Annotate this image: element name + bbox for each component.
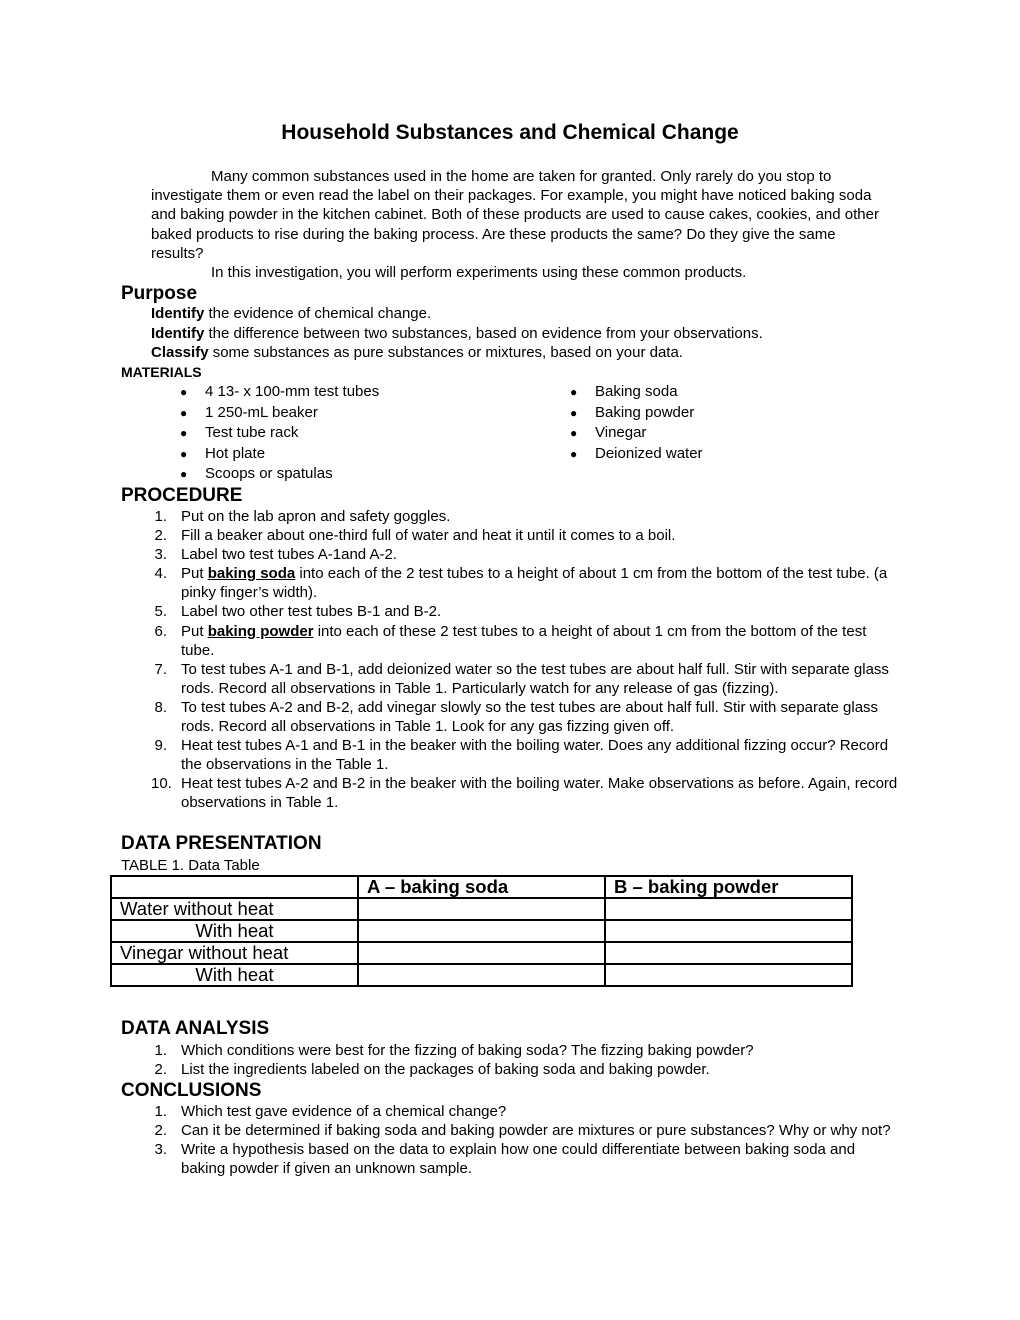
- purpose-item: Identify the evidence of chemical change.: [151, 305, 432, 322]
- bullet-icon: ●: [570, 385, 578, 399]
- purpose-list: [151, 304, 763, 363]
- list-item: ● Baking soda: [570, 382, 703, 403]
- procedure-step: 3. Label two test tubes A-1and A-2.: [154, 546, 397, 564]
- procedure-step: 6. Put baking powder into each of these 2 test tubes to a height of about 1 cm from the bottom of the test tube.: [154, 622, 867, 659]
- bullet-icon: ●: [180, 467, 188, 481]
- intro-paragraph-1: Many common substances used in the home are taken for granted. Only rarely do you stop to investigate them or even read the label on their packages. For example, you might have noticed baking soda and baking powder in the kitchen cabinet. Both of these products are used to cause cakes, cookies, and other baked products to rise during the baking process. Are these products the same? Do they give the same results?: [151, 168, 879, 262]
- table-cell[interactable]: [605, 964, 852, 986]
- data-analysis-list: [151, 1041, 901, 1079]
- table-caption: TABLE 1. Data Table: [121, 857, 260, 874]
- bullet-icon: ●: [180, 446, 188, 461]
- conclusion-question: 3. Write a hypothesis based on the data to explain how one could differentiate between baking soda and baking powder if given an unknown sample.: [154, 1141, 856, 1178]
- emphasized-term: baking powder: [207, 622, 314, 640]
- procedure-heading: PROCEDURE: [121, 485, 243, 506]
- bullet-icon: ●: [570, 405, 578, 420]
- data-presentation-heading: DATA PRESENTATION: [121, 833, 322, 854]
- materials-heading: MATERIALS: [121, 364, 202, 380]
- intro-paragraph-2: In this investigation, you will perform experiments using these common products.: [211, 264, 747, 282]
- procedure-step: 5. Label two other test tubes B-1 and B-2.: [154, 603, 442, 621]
- procedure-step: 2. Fill a beaker about one-third full of water and heat it until it comes to a boil.: [154, 527, 676, 545]
- conclusions-list: [151, 1102, 901, 1178]
- procedure-list: [151, 507, 901, 813]
- table-row: [111, 920, 852, 942]
- analysis-question: 1. Which conditions were best for the fizzing of baking soda? The fizzing baking powder?: [154, 1042, 754, 1059]
- bullet-icon: ●: [180, 385, 188, 399]
- purpose-item: Classify some substances as pure substances or mixtures, based on your data.: [151, 344, 683, 361]
- list-item: ● 4 13- x 100-mm test tubes: [180, 382, 379, 403]
- table-row: [111, 942, 852, 964]
- intro: [151, 167, 881, 282]
- list-item: ● Test tube rack: [180, 423, 379, 444]
- table-cell[interactable]: [358, 898, 605, 920]
- procedure-step: 9. Heat test tubes A-1 and B-1 in the beaker with the boiling water. Does any additional fizzing occur? Record the observations in the Table 1.: [154, 737, 889, 774]
- list-item: ● Deionized water: [570, 444, 703, 465]
- list-item: ● Hot plate: [180, 444, 379, 465]
- table-header-cell: A – baking soda: [358, 876, 605, 898]
- data-analysis-heading: DATA ANALYSIS: [121, 1018, 270, 1039]
- bullet-icon: ●: [180, 426, 188, 440]
- conclusion-question: 2. Can it be determined if baking soda and baking powder are mixtures or pure substances? Why or why not?: [154, 1122, 891, 1140]
- table-cell[interactable]: [358, 964, 605, 986]
- list-item: ● Scoops or spatulas: [180, 464, 379, 485]
- table-cell[interactable]: [605, 942, 852, 964]
- bullet-icon: ●: [570, 446, 578, 461]
- purpose-item: Identify the difference between two substances, based on evidence from your observations.: [151, 324, 763, 342]
- list-item: ● Baking powder: [570, 403, 703, 424]
- row-label: With heat: [111, 920, 358, 942]
- table-cell[interactable]: [358, 920, 605, 942]
- table-cell[interactable]: [605, 898, 852, 920]
- emphasized-term: baking soda: [207, 565, 296, 583]
- table-row: [111, 964, 852, 986]
- analysis-question: 2. List the ingredients labeled on the packages of baking soda and baking powder.: [154, 1061, 710, 1079]
- procedure-step: 1. Put on the lab apron and safety goggles.: [154, 508, 451, 525]
- procedure-step: 7. To test tubes A-1 and B-1, add deionized water so the test tubes are about half full. Stir with separate glass rods. Record all observations in Table 1. Particularly watch for any release of gas (fizzing).: [154, 660, 889, 697]
- conclusions-heading: CONCLUSIONS: [121, 1080, 262, 1101]
- data-table: [110, 875, 853, 987]
- row-label: With heat: [111, 964, 358, 986]
- bullet-icon: ●: [180, 405, 188, 420]
- table-header-row: [111, 876, 852, 898]
- list-item: ● Vinegar: [570, 423, 703, 444]
- materials-left-list: [180, 382, 379, 485]
- purpose-heading: Purpose: [121, 283, 198, 304]
- table-header-cell: [111, 876, 358, 898]
- materials-right-list: [570, 382, 703, 464]
- procedure-step: 8. To test tubes A-2 and B-2, add vinegar slowly so the test tubes are about half full. Stir with separate glass rods. Record all observations in Table 1. Look for any gas fizzing given off.: [154, 698, 879, 736]
- table-cell[interactable]: [605, 920, 852, 942]
- list-item: ● 1 250-mL beaker: [180, 403, 379, 424]
- table-header-cell: B – baking powder: [605, 876, 852, 898]
- procedure-step: 10. Heat test tubes A-2 and B-2 in the beaker with the boiling water. Make observations as before. Again, record observations in Table 1.: [151, 775, 898, 812]
- conclusion-question: 1. Which test gave evidence of a chemical change?: [154, 1103, 507, 1120]
- page-title: Household Substances and Chemical Change: [281, 121, 739, 144]
- row-label: Water without heat: [111, 898, 358, 920]
- table-cell[interactable]: [358, 942, 605, 964]
- bullet-icon: ●: [570, 426, 578, 440]
- row-label: Vinegar without heat: [111, 942, 358, 964]
- procedure-step: 4. Put baking soda into each of the 2 test tubes to a height of about 1 cm from the bottom of the test tube. (a pinky finger’s width).: [154, 565, 888, 602]
- table-row: [111, 898, 852, 920]
